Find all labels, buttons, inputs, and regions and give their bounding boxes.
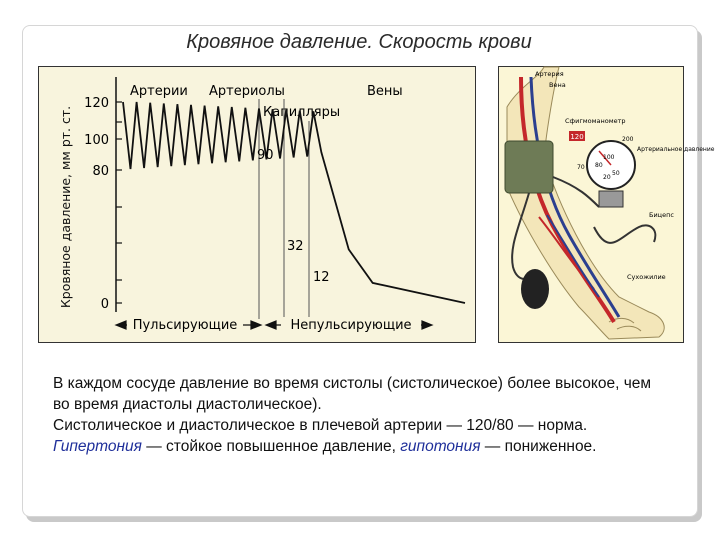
point-label-32: 32 [287, 239, 304, 254]
text-segment: Систолическое и диастолическое в плечевой артерии — 120/80 — норма. [53, 417, 588, 434]
gauge-50: 50 [612, 170, 620, 177]
gauge-100: 100 [603, 154, 615, 161]
label-tendon: Сухожилие [627, 273, 666, 281]
segment-arterioles: Артериолы [209, 84, 285, 99]
ytick-120: 120 [84, 96, 109, 111]
cuff-value: 120 [570, 133, 584, 141]
gauge-70: 70 [577, 164, 585, 171]
label-vein: Вена [549, 81, 566, 89]
label-sphygmomanometer: Сфигмоманометр [565, 117, 626, 125]
zone-pulsating: Пульсирующие [132, 318, 238, 333]
term-hypertension: Гипертония [53, 438, 142, 455]
chart-ylabel: Кровяное давление, мм рт. ст. [58, 105, 73, 309]
text-segment: — пониженное. [480, 438, 597, 455]
gauge-200: 200 [622, 136, 634, 143]
pressure-curve [123, 102, 465, 303]
cuff [505, 141, 553, 193]
y-ticks [116, 102, 122, 303]
arm-illustration [499, 67, 715, 342]
point-label-90: 90 [257, 148, 274, 163]
inflation-bulb [521, 269, 549, 309]
segment-veins: Вены [367, 84, 403, 99]
ytick-80: 80 [92, 164, 109, 179]
pressure-chart-panel [38, 66, 476, 343]
ytick-0: 0 [100, 297, 109, 312]
text-segment: — стойкое повышенное давление, [141, 438, 401, 455]
gauge-base [599, 191, 623, 207]
stethoscope-tube [594, 225, 655, 242]
segment-capillaries: Капилляры [263, 105, 341, 120]
label-biceps: Бицепс [649, 211, 674, 219]
label-arterial-pressure: Артериальное давление [637, 146, 715, 153]
term-hypotension: гипотония [400, 438, 481, 455]
slide-body-text [53, 373, 653, 457]
slide-title: Кровяное давление. Скорость крови [186, 31, 532, 53]
point-label-12: 12 [313, 270, 330, 285]
zone-nonpulsating: Непульсирующие [290, 318, 412, 333]
segment-arteries: Артерии [130, 84, 188, 99]
gauge-80: 80 [595, 162, 603, 169]
gauge-20: 20 [603, 174, 611, 181]
text-paragraph-2 [53, 415, 653, 457]
blood-pressure-measurement-figure [498, 66, 715, 343]
label-artery: Артерия [535, 70, 564, 78]
text-paragraph-1: В каждом сосуде давление во время систолы (систолическое) более высокое, чем во время диастолы диастолическое). [53, 375, 652, 413]
pressure-chart [39, 67, 475, 342]
ytick-100: 100 [84, 133, 109, 148]
